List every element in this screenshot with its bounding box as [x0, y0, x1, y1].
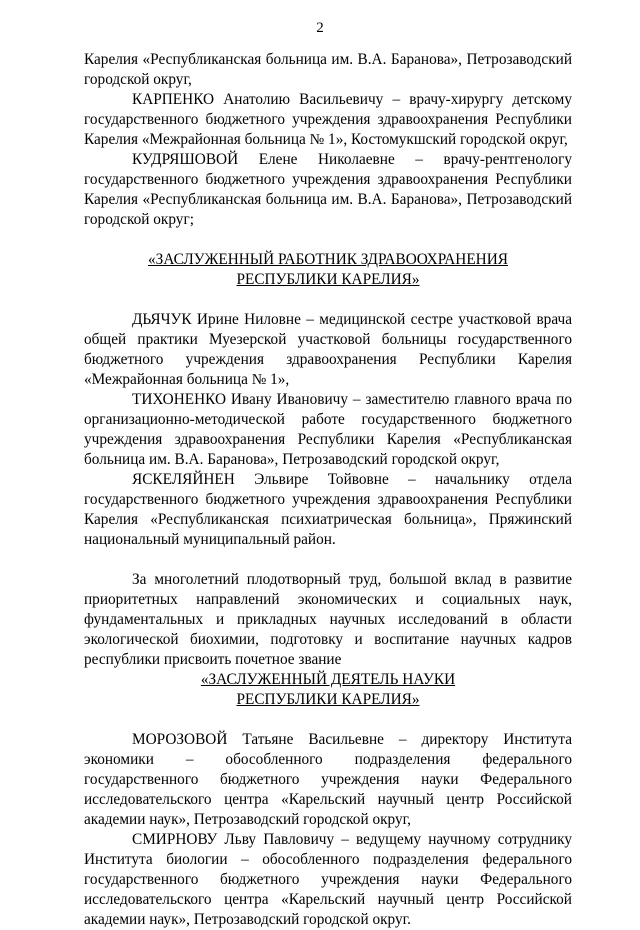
award-entry: ЯСКЕЛЯЙНЕН Эльвире Тойвовне – начальнику отдела государственного бюджетного учреждения здравоохранения Республики Карелия «Республиканская психиатрическая больница», Пряжинский национальный муниципальный район. — [84, 471, 572, 548]
award-entry: ДЬЯЧУК Ирине Ниловне – медицинской сестре участковой врача общей практики Муезерской участковой больницы государственного бюджетного учреждения здравоохранения Республики Карелия «Межрайонная больница № 1», — [84, 311, 572, 388]
award-title-heading: «ЗАСЛУЖЕННЫЙ РАБОТНИК ЗДРАВООХРАНЕНИЯ — [148, 251, 508, 268]
award-entry: ТИХОНЕНКО Ивану Ивановичу – заместителю главного врача по организационно-методической работе государственного бюджетного учреждения здравоохранения Республики Карелия «Республиканская больница им. В.А. Баранова», Петрозаводский городской округ, — [84, 391, 572, 468]
page-number: 2 — [316, 20, 324, 36]
award-entry: КАРПЕНКО Анатолию Васильевичу – врачу-хирургу детскому государственного бюджетного учреждения здравоохранения Республики Карелия «Межрайонная больница № 1», Костомукшский городской округ, — [84, 91, 572, 148]
award-title-heading: РЕСПУБЛИКИ КАРЕЛИЯ» — [236, 271, 420, 288]
award-entry: КУДРЯШОВОЙ Елене Николаевне – врачу-рентгенологу государственного бюджетного учреждения здравоохранения Республики Карелия «Республиканская больница им. В.А. Баранова», Петрозаводский городской округ; — [84, 151, 572, 228]
document-body — [84, 50, 572, 930]
award-entry: МОРОЗОВОЙ Татьяне Васильевне – директору Института экономики – обособленного подразделения федерального государственного бюджетного учреждения науки Федерального исследовательского центра «Карельский научный центр Российской академии наук», Петрозаводский городской округ, — [84, 731, 572, 828]
award-intro-paragraph: За многолетний плодотворный труд, большой вклад в развитие приоритетных направлений экономических и социальных наук, фундаментальных и прикладных научных исследований в области экологической биохимии, подготовку и воспитание научных кадров республики присвоить почетное звание — [84, 571, 572, 668]
award-title-heading: «ЗАСЛУЖЕННЫЙ ДЕЯТЕЛЬ НАУКИ — [200, 671, 456, 688]
award-title-heading: РЕСПУБЛИКИ КАРЕЛИЯ» — [236, 691, 420, 708]
award-entry: СМИРНОВУ Льву Павловичу – ведущему научному сотруднику Института биологии – обособленного подразделения федерального государственного бюджетного учреждения науки Федерального исследовательского центра «Карельский научный центр Российской академии наук», Петрозаводский городской округ. — [84, 831, 572, 928]
award-entry-continuation: Карелия «Республиканская больница им. В.А. Баранова», Петрозаводский городской округ, — [84, 51, 572, 88]
